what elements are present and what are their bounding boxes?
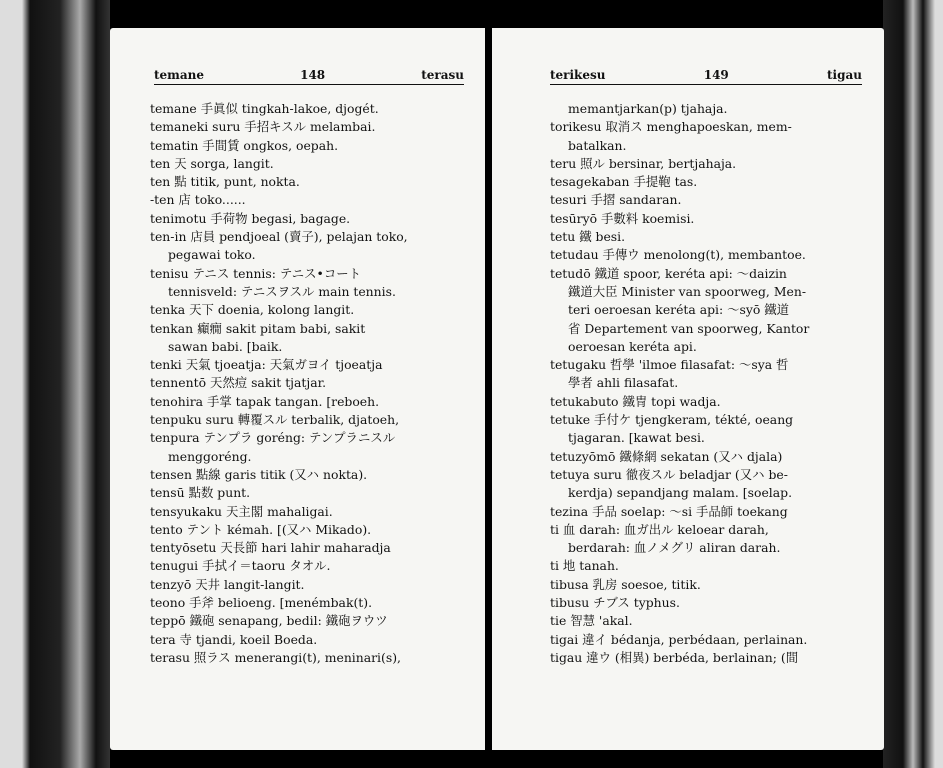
entry-continuation: teri oeroesan keréta api: ～syō 鐵道 [568,302,790,318]
entry-continuation: sawan babi. [baik. [168,338,283,354]
dictionary-entry: tetuzyōmō 鐵條網 sekatan (又ハ djala) [550,448,783,464]
dictionary-entry: tezina 手品 soelap: ～si 手品師 toekang [550,503,788,519]
entry-continuation: 省 Departement van spoorweg, Kantor [568,320,810,336]
page-number: 148 [300,68,326,82]
entry-continuation: 學者 ahli filasafat. [568,375,679,391]
entry-continuation: batalkan. [568,137,627,153]
dictionary-entry: tenkan 癲癇 sakit pitam babi, sakit [150,320,366,336]
dictionary-entry: ten-in 店員 pendjoeal (賣子), pelajan toko, [150,229,408,245]
entry-continuation: 鐵道大臣 Minister van spoorweg, Men- [568,283,806,299]
dictionary-entry: tie 智慧 'akal. [550,613,633,629]
dictionary-entry: tesuri 手摺 sandaran. [550,192,682,208]
dictionary-entry: tenzyō 天井 langit-langit. [150,576,305,592]
dictionary-entry: tibusa 乳房 soesoe, titik. [550,576,701,592]
head-left-word: terikesu [550,68,606,82]
dictionary-entry: ti 血 darah: 血ガ出ル keloear darah, [550,521,769,537]
dictionary-entry: tenugui 手拭イ＝taoru タオル. [150,558,331,574]
dictionary-entry: ti 地 tanah. [550,558,619,574]
dictionary-entry: tetuya suru 徹夜スル beladjar (又ハ be- [550,466,788,482]
dictionary-entry: tigai 違イ bédanja, perbédaan, perlainan. [550,631,808,647]
dictionary-entry: tetugaku 哲學 'ilmoe filasafat: ～sya 哲 [550,357,789,373]
dictionary-entry: tera 寺 tjandi, koeil Boeda. [150,631,318,647]
entry-continuation: memantjarkan(p) tjahaja. [568,101,728,116]
dictionary-entry: tetuke 手付ケ tjengkeram, tékté, oeang [550,412,794,428]
head-right-word: terasu [421,68,464,82]
left-page [110,28,485,750]
dictionary-entry: tematin 手間賃 ongkos, oepah. [150,137,339,153]
dictionary-entry: temaneki suru 手招キスル melambai. [150,119,376,135]
page-number: 149 [703,68,729,82]
entry-continuation: oeroesan keréta api. [568,338,697,354]
dictionary-entry: tigau 違ウ (相異) berbéda, berlainan; (間 [550,649,799,665]
dictionary-entry: tetukabuto 鐵冑 topi wadja. [550,393,721,409]
dictionary-entry: teppō 鐵砲 senapang, bedil: 鐵砲ヲウツ [150,613,388,629]
dictionary-entry: tesagekaban 手提鞄 tas. [550,174,698,190]
dictionary-entry: ten 點 titik, punt, nokta. [150,174,300,190]
entry-continuation: berdarah: 血ノメグリ aliran darah. [568,540,781,556]
dictionary-entry: tetu 鐵 besi. [550,229,626,245]
entry-continuation: menggoréng. [168,448,252,464]
dictionary-entry: tensen 點線 garis titik (又ハ nokta). [150,466,368,482]
entry-continuation: kerdja) sepandjang malam. [soelap. [568,485,793,501]
dictionary-entry: torikesu 取消ス menghapoeskan, mem- [550,119,792,135]
dictionary-entry: tenimotu 手荷物 begasi, bagage. [150,210,351,226]
entry-continuation: tjagaran. [kawat besi. [568,430,705,446]
book-binding-right [883,0,943,768]
dictionary-entry: -ten 店 toko...... [150,192,246,208]
dictionary-entry: tenisu テニス tennis: テニス•コート [150,265,362,281]
dictionary-entry: tennentō 天然痘 sakit tjatjar. [150,375,327,391]
dictionary-entry: tenohira 手掌 tapak tangan. [reboeh. [150,393,380,409]
dictionary-entry: tetudau 手傳ウ menolong(t), membantoe. [550,247,806,263]
dictionary-entry: tensū 點数 punt. [150,485,251,501]
entry-continuation: tennisveld: テニスヲスル main tennis. [168,283,396,299]
dictionary-entry: tenka 天下 doenia, kolong langit. [150,302,355,318]
right-page [492,28,884,750]
head-left-word: temane [154,68,205,82]
head-right-word: tigau [827,68,862,82]
dictionary-entry: tento テント kémah. [(又ハ Mikado). [150,521,372,537]
dictionary-entry: tentyōsetu 天長節 hari lahir maharadja [150,540,391,556]
entry-list [150,100,470,667]
dictionary-entry: ten 天 sorga, langit. [150,155,274,171]
dictionary-entry: temane 手眞似 tingkah-lakoe, djogét. [150,101,379,116]
dictionary-entry: tensyukaku 天主閣 mahaligai. [150,503,333,519]
entry-list [550,100,870,667]
running-head [550,68,862,85]
dictionary-entry: tibusu チブス typhus. [550,595,680,611]
book-binding-left [0,0,110,768]
dictionary-entry: terasu 照ラス menerangi(t), meninari(s), [150,649,401,665]
dictionary-entry: tenpura テンプラ goréng: テンプラニスル [150,430,396,446]
dictionary-entry: tetudō 鐵道 spoor, keréta api: ～daizin [550,265,787,281]
dictionary-entry: tenki 天氣 tjoeatja: 天氣ガヨイ tjoeatja [150,357,383,373]
dictionary-entry: tesūryō 手數料 koemisi. [550,210,695,226]
dictionary-entry: teru 照ル bersinar, bertjahaja. [550,155,737,171]
running-head [154,68,464,85]
dictionary-entry: tenpuku suru 轉覆スル terbalik, djatoeh, [150,412,400,428]
dictionary-entry: teono 手斧 belioeng. [menémbak(t). [150,595,373,611]
entry-continuation: pegawai toko. [168,247,256,263]
